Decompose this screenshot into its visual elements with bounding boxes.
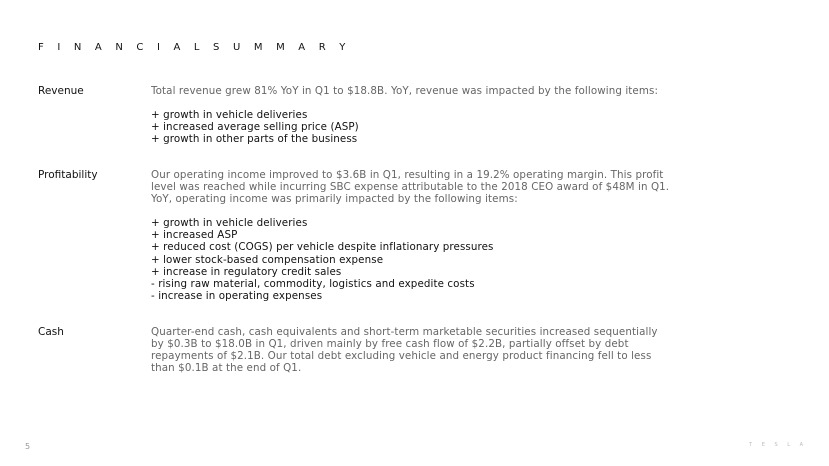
- section-body-cash: [151, 326, 671, 374]
- bullet-item: + increased ASP: [151, 229, 238, 242]
- bullet-item: - rising raw material, commodity, logistics and expedite costs: [151, 277, 475, 290]
- section-label-revenue: Revenue: [38, 85, 84, 97]
- bullet-item: + reduced cost (COGS) per vehicle despite inflationary pressures: [151, 241, 494, 254]
- bullet-list: [151, 217, 671, 302]
- bullet-item: + increased average selling price (ASP): [151, 121, 359, 134]
- section-text: Our operating income improved to $3.6B in Q1, resulting in a 19.2% operating margin. This profit level was reached while incurring SBC expense attributable to the 2018 CEO award of $48M in Q1. YoY, operating income was primarily impacted by the following items:: [151, 169, 670, 206]
- section-text: Total revenue grew 81% YoY in Q1 to $18.8B. YoY, revenue was impacted by the following items:: [151, 85, 659, 97]
- bullet-item: + growth in vehicle deliveries: [151, 217, 308, 230]
- page-title: F I N A N C I A L S U M M A R Y: [38, 42, 351, 53]
- section-text: Quarter-end cash, cash equivalents and short-term marketable securities increased sequentially by $0.3B to $18.0B in Q1, driven mainly by free cash flow of $2.2B, partially offset by debt repayments of $2.1B. Our total debt excluding vehicle and energy product financing fell to less than $0.1B at the end of Q1.: [151, 326, 658, 375]
- section-label-cash: Cash: [38, 326, 64, 338]
- bullet-item: + growth in other parts of the business: [151, 133, 358, 146]
- bullet-list: [151, 109, 671, 145]
- section-body-revenue: [151, 85, 671, 145]
- bullet-item: + growth in vehicle deliveries: [151, 109, 308, 122]
- page-number: 5: [25, 442, 31, 451]
- bullet-item: - increase in operating expenses: [151, 289, 323, 302]
- section-label-profitability: Profitability: [38, 169, 98, 181]
- section-body-profitability: [151, 169, 671, 302]
- brand-logo: T E S L A: [749, 442, 807, 448]
- bullet-item: + lower stock-based compensation expense: [151, 253, 384, 266]
- bullet-item: + increase in regulatory credit sales: [151, 265, 342, 278]
